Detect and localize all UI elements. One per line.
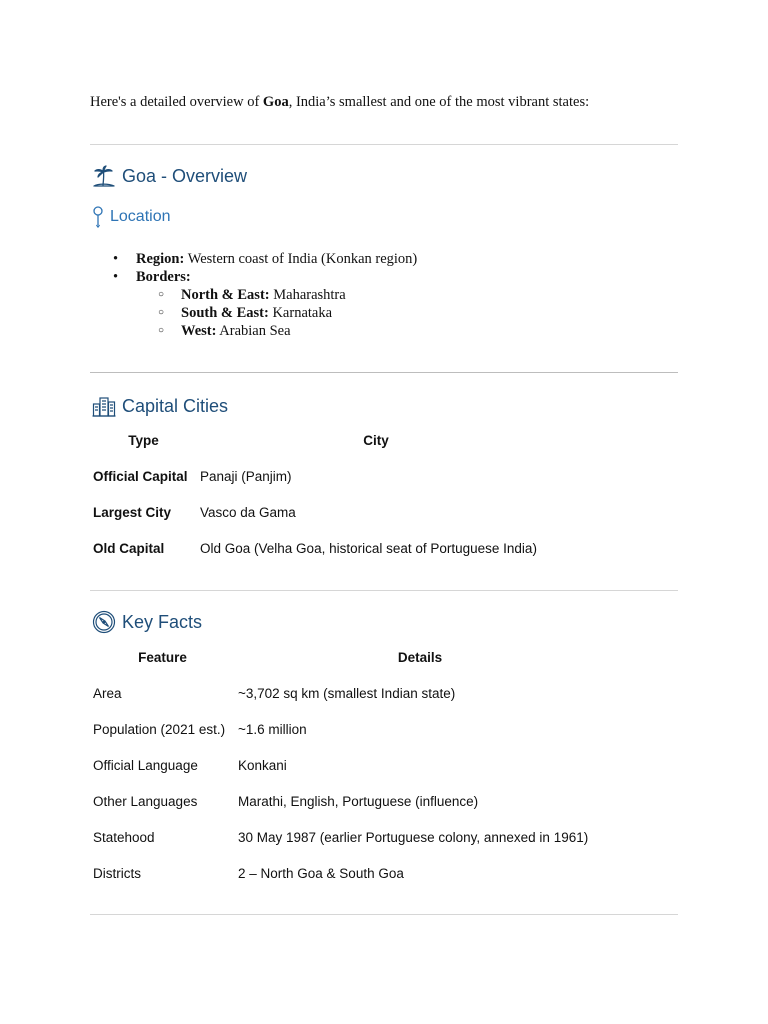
table-row: [90, 819, 605, 855]
table-cell: Panaji (Panjim): [200, 468, 292, 484]
city-buildings-icon: [92, 395, 116, 417]
table-cell: Other Languages: [93, 793, 198, 809]
border-label: South & East:: [181, 305, 269, 321]
table-cell: Largest City: [93, 504, 172, 520]
table-row: [90, 855, 605, 891]
borders-sublist: [136, 286, 417, 340]
table-cell: ~1.6 million: [238, 721, 307, 737]
facts-heading: [92, 608, 202, 636]
table-cell: 30 May 1987 (earlier Portuguese colony, annexed in 1961): [238, 829, 589, 845]
facts-table: [90, 639, 605, 891]
table-cell: 2 – North Goa & South Goa: [238, 865, 404, 881]
table-cell: Districts: [93, 865, 141, 881]
table-row: [90, 783, 605, 819]
table-cell: Old Capital: [93, 540, 165, 556]
location-list: [110, 250, 417, 340]
column-header: Type: [128, 432, 159, 448]
border-value: Maharashtra: [269, 287, 346, 303]
region-label: Region:: [136, 251, 185, 267]
list-item: [136, 304, 417, 322]
overview-heading: [92, 162, 247, 190]
border-value: Arabian Sea: [216, 323, 291, 339]
table-row: [90, 458, 555, 494]
column-header: Feature: [138, 649, 187, 665]
column-header: Details: [397, 649, 443, 665]
divider: [90, 590, 678, 591]
table-cell: Vasco da Gama: [200, 504, 296, 520]
compass-icon: [92, 610, 116, 634]
palm-tree-icon: [92, 164, 116, 188]
intro-paragraph: [90, 93, 690, 111]
intro-bold-goa: Goa: [262, 94, 289, 110]
table-cell: ~3,702 sq km (smallest Indian state): [238, 685, 456, 701]
table-row: [90, 494, 555, 530]
borders-label: Borders:: [136, 269, 191, 285]
table-header-row: [90, 422, 555, 458]
capitals-heading: [92, 392, 228, 420]
overview-title: Goa - Overview: [122, 165, 248, 186]
list-item: [136, 286, 417, 304]
table-cell: Official Capital: [93, 468, 188, 484]
intro-text-before: Here's a detailed overview of: [90, 94, 263, 110]
table-row: [90, 675, 605, 711]
intro-text-after: , India’s smallest and one of the most vibrant states:: [288, 94, 590, 110]
list-item: [110, 268, 417, 340]
capitals-title: Capital Cities: [122, 395, 229, 416]
table-cell: Konkani: [238, 757, 287, 773]
column-header: City: [363, 432, 389, 448]
table-cell: Area: [93, 685, 122, 701]
divider: [90, 914, 678, 915]
table-row: [90, 747, 605, 783]
table-cell: Old Goa (Velha Goa, historical seat of Portuguese India): [200, 540, 537, 556]
list-item: [110, 250, 417, 268]
border-label: North & East:: [181, 287, 270, 303]
location-title: Location: [110, 208, 171, 225]
capitals-table: [90, 422, 555, 566]
table-cell: Marathi, English, Portuguese (influence): [238, 793, 479, 809]
divider: [90, 372, 678, 373]
border-value: Karnataka: [268, 305, 333, 321]
table-row: [90, 711, 605, 747]
table-cell: Population (2021 est.): [93, 721, 226, 737]
facts-title: Key Facts: [122, 611, 203, 632]
table-cell: Official Language: [93, 757, 198, 773]
location-pin-icon: [92, 206, 104, 228]
divider: [90, 144, 678, 145]
location-heading: [92, 205, 171, 229]
region-value: Western coast of India (Konkan region): [184, 251, 418, 267]
table-row: [90, 530, 555, 566]
border-label: West:: [181, 323, 217, 339]
table-header-row: [90, 639, 605, 675]
list-item: [136, 322, 417, 340]
table-cell: Statehood: [93, 829, 155, 845]
